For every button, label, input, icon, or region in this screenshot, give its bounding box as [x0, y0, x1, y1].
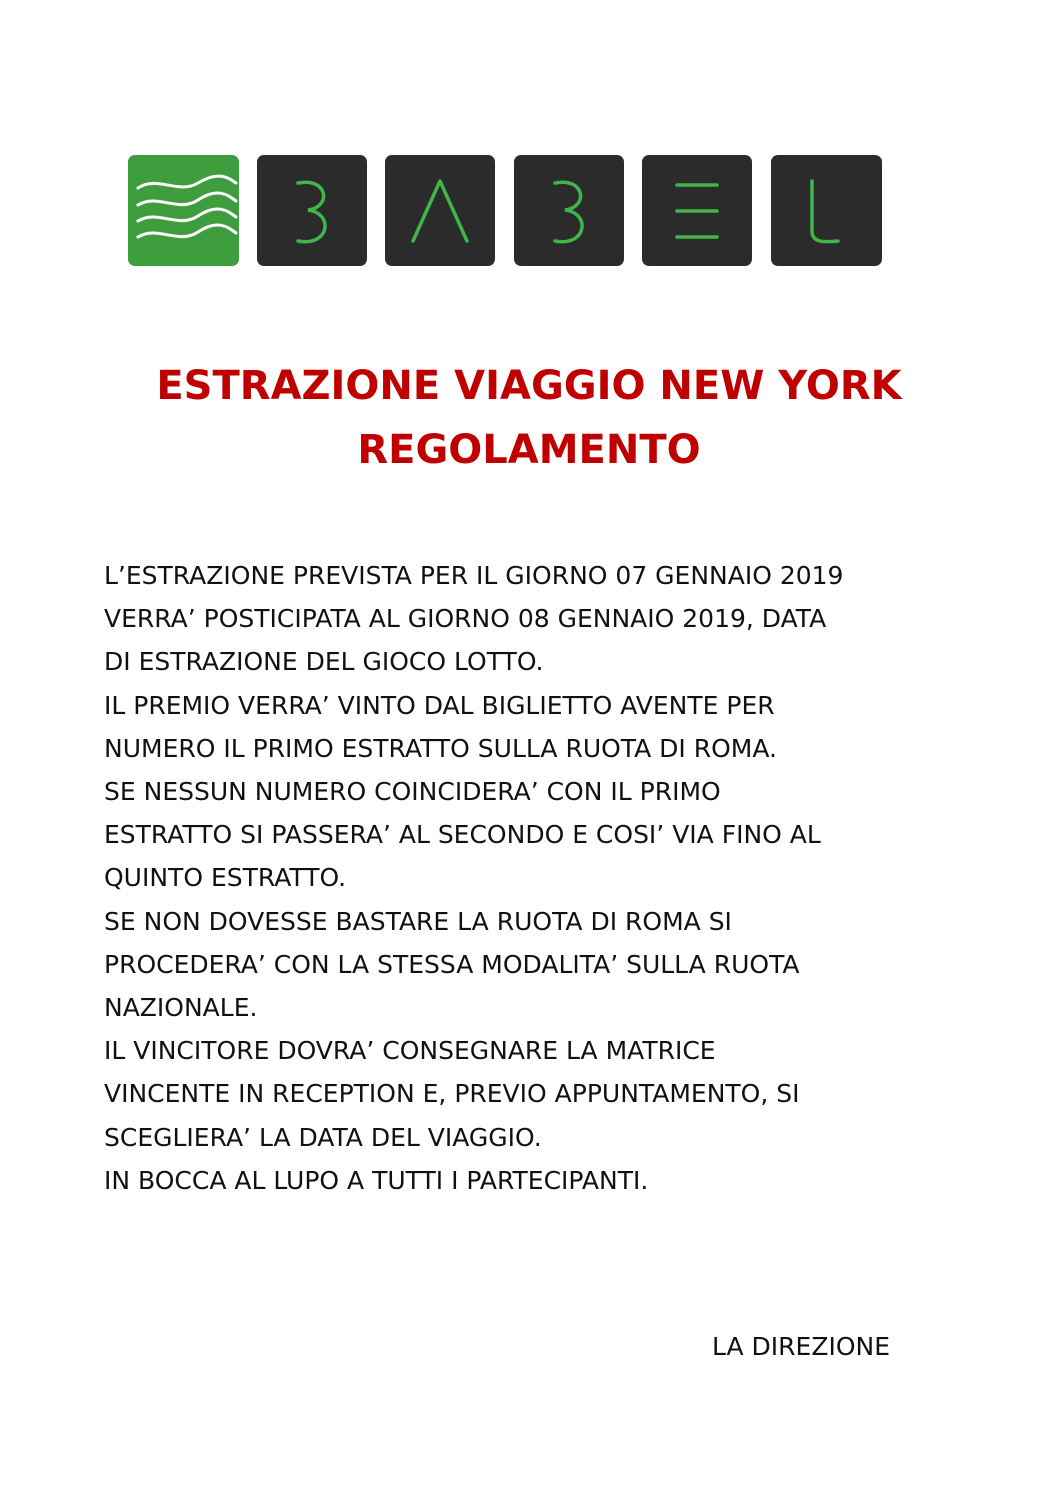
body-line: SE NESSUN NUMERO COINCIDERA’ CON IL PRIMO [104, 777, 721, 807]
regulation-body [104, 554, 984, 1202]
signature: LA DIREZIONE [712, 1332, 891, 1361]
body-line: DI ESTRAZIONE DEL GIOCO LOTTO. [104, 647, 544, 677]
body-line: L’ESTRAZIONE PREVISTA PER IL GIORNO 07 GENNAIO 2019 [104, 561, 844, 590]
body-line: IL VINCITORE DOVRA’ CONSEGNARE LA MATRICE [104, 1036, 716, 1066]
logo-tile-waves [128, 155, 239, 266]
body-line: PROCEDERA’ CON LA STESSA MODALITA’ SULLA RUOTA [104, 949, 800, 979]
logo-tile-l [771, 155, 882, 266]
logo-tile-a [385, 155, 495, 266]
body-line: IL PREMIO VERRA’ VINTO DAL BIGLIETTO AVENTE PER [104, 690, 775, 720]
body-line: VINCENTE IN RECEPTION E, PREVIO APPUNTAMENTO, SI [104, 1079, 800, 1109]
body-line: VERRA’ POSTICIPATA AL GIORNO 08 GENNAIO 2019, DATA [104, 604, 827, 634]
logo-tile-b [257, 155, 367, 266]
body-line: SE NON DOVESSE BASTARE LA RUOTA DI ROMA SI [104, 906, 732, 936]
title-line-2: REGOLAMENTO [357, 427, 701, 473]
body-line: SCEGLIERA’ LA DATA DEL VIAGGIO. [104, 1122, 542, 1152]
body-line: IN BOCCA AL LUPO A TUTTI I PARTECIPANTI. [104, 1165, 649, 1195]
title-line-1: ESTRAZIONE VIAGGIO NEW YORK [156, 363, 902, 409]
babel-logo-graphic [128, 155, 884, 266]
logo-tile-e [642, 155, 752, 266]
body-line: ESTRATTO SI PASSERA’ AL SECONDO E COSI’ VIA FINO AL [104, 820, 821, 850]
body-line: NAZIONALE. [104, 993, 258, 1023]
body-line: NUMERO IL PRIMO ESTRATTO SULLA RUOTA DI ROMA. [104, 733, 777, 763]
logo-tile-b2 [514, 155, 624, 266]
body-line: QUINTO ESTRATTO. [104, 863, 347, 893]
babel-logo [128, 155, 884, 266]
